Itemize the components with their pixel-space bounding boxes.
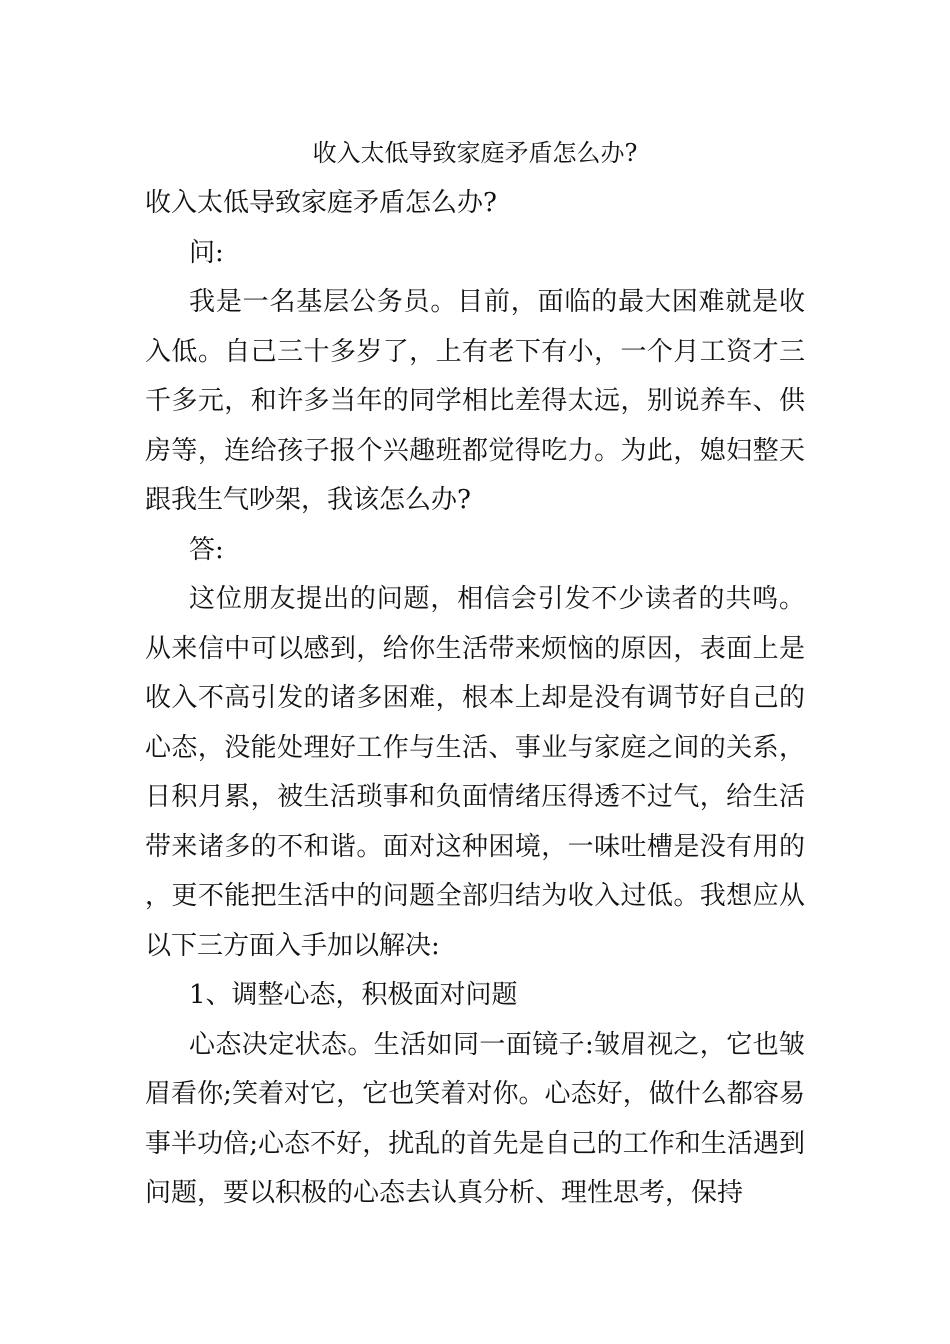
- paragraph-answer-intro: 这位朋友提出的问题，相信会引发不少读者的共鸣。从来信中可以感到，给你生活带来烦恼的原因，表面上是收入不高引发的诸多困难，根本上却是没有调节好自己的心态，没能处理好工作与生活、事业与家庭之间的关系，日积月累，被生活琐事和负面情绪压得透不过气，给生活带来诸多的不和谐。面对这种困境，一味吐槽是没有用的，更不能把生活中的问题全部归结为收入过低。我想应从以下三方面入手加以解决:: [145, 584, 805, 961]
- document-body: [145, 179, 805, 1219]
- paragraph-question: 我是一名基层公务员。目前，面临的最大困难就是收入低。自己三十多岁了，上有老下有小，一个月工资才三千多元，和许多当年的同学相比差得太远，别说养车、供房等，连给孩子报个兴趣班都觉得吃力。为此，媳妇整天跟我生气吵架，我该怎么办?: [145, 287, 805, 515]
- paragraph-question-label: 问:: [189, 237, 224, 268]
- paragraph-answer-label: 答:: [189, 534, 224, 565]
- paragraph-section-1-body: 心态决定状态。生活如同一面镜子:皱眉视之，它也皱眉看你;笑着对它，它也笑着对你。心态好，做什么都容易事半功倍;心态不好，扰乱的首先是自己的工作和生活遇到问题，要以积极的心态去认真分析、理性思考，保持: [145, 1029, 805, 1208]
- paragraph-subtitle: 收入太低导致家庭矛盾怎么办?: [145, 188, 497, 218]
- document-title: 收入太低导致家庭矛盾怎么办?: [312, 139, 638, 167]
- paragraph-section-heading-1: 1、调整心态，积极面对问题: [189, 980, 518, 1010]
